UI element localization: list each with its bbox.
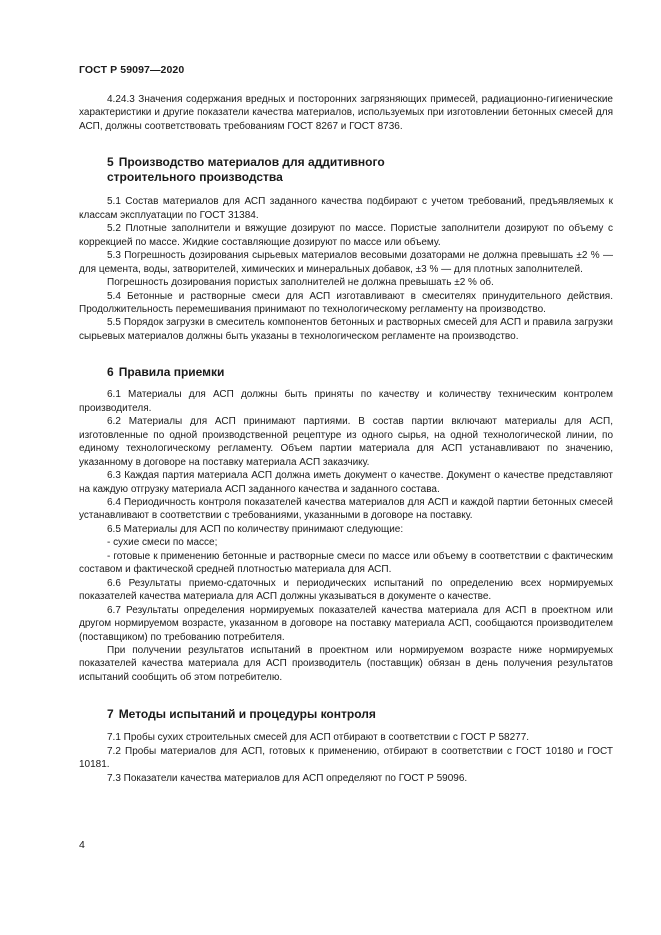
list-item-dry-mixes: - сухие смеси по массе; xyxy=(107,537,218,549)
section-number: 5 xyxy=(107,155,114,170)
paragraph-5-4: 5.4 Бетонные и растворные смеси для АСП изготавливают в смесителях принудительного действия. Продолжительность перемешивания принимают по технологическому регламенту на производство. xyxy=(79,290,613,315)
page-number: 4 xyxy=(79,839,85,851)
paragraph-6-2: 6.2 Материалы для АСП принимают партиями. В состав партии включают материалы для АСП, изготовленные по одной производственной рецептуре из одного сырья, на одной технологической линии, по единому технологическому регламенту. Объем партии материала для АСП устанавливают по значению, указанному в договоре на поставку материала АСП заказчику. xyxy=(79,416,613,468)
paragraph-5-1: 5.1 Состав материалов для АСП заданного качества подбирают с учетом требований, предъявляемых к классам эксплуатации по ГОСТ 31384. xyxy=(79,196,613,221)
paragraph-7-3: 7.3 Показатели качества материалов для АСП определяют по ГОСТ Р 59096. xyxy=(107,772,468,784)
section-number: 7 xyxy=(107,707,114,722)
section-title: Методы испытаний и процедуры контроля xyxy=(118,707,376,722)
paragraph-5-3: 5.3 Погрешность дозирования сырьевых материалов весовыми дозаторами не должна превышать ±2 % — для цемента, воды, затворителей, химических и минеральных добавок, ±3 % — для плотных заполнителей. xyxy=(79,250,613,275)
section-6-heading xyxy=(79,365,613,380)
standard-designation: ГОСТ Р 59097—2020 xyxy=(79,64,185,76)
paragraph-6-3: 6.3 Каждая партия материала АСП должна иметь документ о качестве. Документ о качестве представляют на каждую отгрузку материала АСП заданного качества и заданного состава. xyxy=(79,470,613,495)
paragraph-6-4: 6.4 Периодичность контроля показателей качества материалов для АСП и каждой партии бетонных смесей устанавливают в соответствии с требованиями, указанными в договоре на поставку. xyxy=(79,496,613,522)
paragraph-5-2: 5.2 Плотные заполнители и вяжущие дозируют по массе. Пористые заполнители дозируют по объему с коррекцией по массе. Жидкие составляющие дозируют по массе или объему. xyxy=(79,223,613,248)
section-7-heading xyxy=(79,707,613,722)
document-body xyxy=(79,93,613,785)
section-title-line1: Производство материалов для аддитивного xyxy=(118,155,385,170)
paragraph-4-24-3: 4.24.3 Значения содержания вредных и посторонних загрязняющих примесей, радиационно-гигиенические характеристики и другие показатели качества материалов, используемых при изготовлении бетонных смесей для АСП, должны соответствовать требованиям ГОСТ 8267 и ГОСТ 8736. xyxy=(79,94,613,132)
section-5-heading xyxy=(79,155,613,185)
paragraph-6-7-continued: При получении результатов испытаний в проектном или нормируемом возрасте ниже нормируемых показателей качества материала для АСП производитель (поставщик) обязан в день получения результатов испытаний сообщить об этом потребителю. xyxy=(79,644,613,683)
paragraph-6-5: 6.5 Материалы для АСП по количеству принимают следующие: xyxy=(107,523,404,535)
paragraph-5-5: 5.5 Порядок загрузки в смеситель компонентов бетонных и растворных смесей для АСП и правила загрузки сырьевых материалов должны быть указаны в технологическом регламенте на производство. xyxy=(79,317,613,342)
paragraph-5-3-continued: Погрешность дозирования пористых заполнителей не должна превышать ±2 % об. xyxy=(107,277,494,289)
paragraph-7-2: 7.2 Пробы материалов для АСП, готовых к применению, отбирают в соответствии с ГОСТ 10180 и ГОСТ 10181. xyxy=(79,745,613,771)
paragraph-6-1: 6.1 Материалы для АСП должны быть приняты по качеству и количеству техническим контролем производителя. xyxy=(79,389,613,414)
paragraph-6-6: 6.6 Результаты приемо-сдаточных и периодических испытаний по определению всех нормируемых показателей качества материала для АСП должны указываться в документе о качестве. xyxy=(79,577,613,603)
paragraph-7-1: 7.1 Пробы сухих строительных смесей для АСП отбирают в соответствии с ГОСТ Р 58277. xyxy=(107,732,530,744)
section-number: 6 xyxy=(107,365,114,380)
paragraph-6-7: 6.7 Результаты определения нормируемых показателей качества материала для АСП в проектном или другом нормируемом возрасте, указанном в договоре на поставку материала АСП, сообщаются производителем (поставщиком) по требованию потребителя. xyxy=(79,604,613,643)
list-item-ready-mixes: - готовые к применению бетонные и растворные смеси по массе или объему в соответствии с фактическим составом и фактической средней плотностью материала для АСП. xyxy=(79,550,613,576)
section-title-line2: строительного производства xyxy=(107,170,283,185)
section-title: Правила приемки xyxy=(118,365,225,380)
